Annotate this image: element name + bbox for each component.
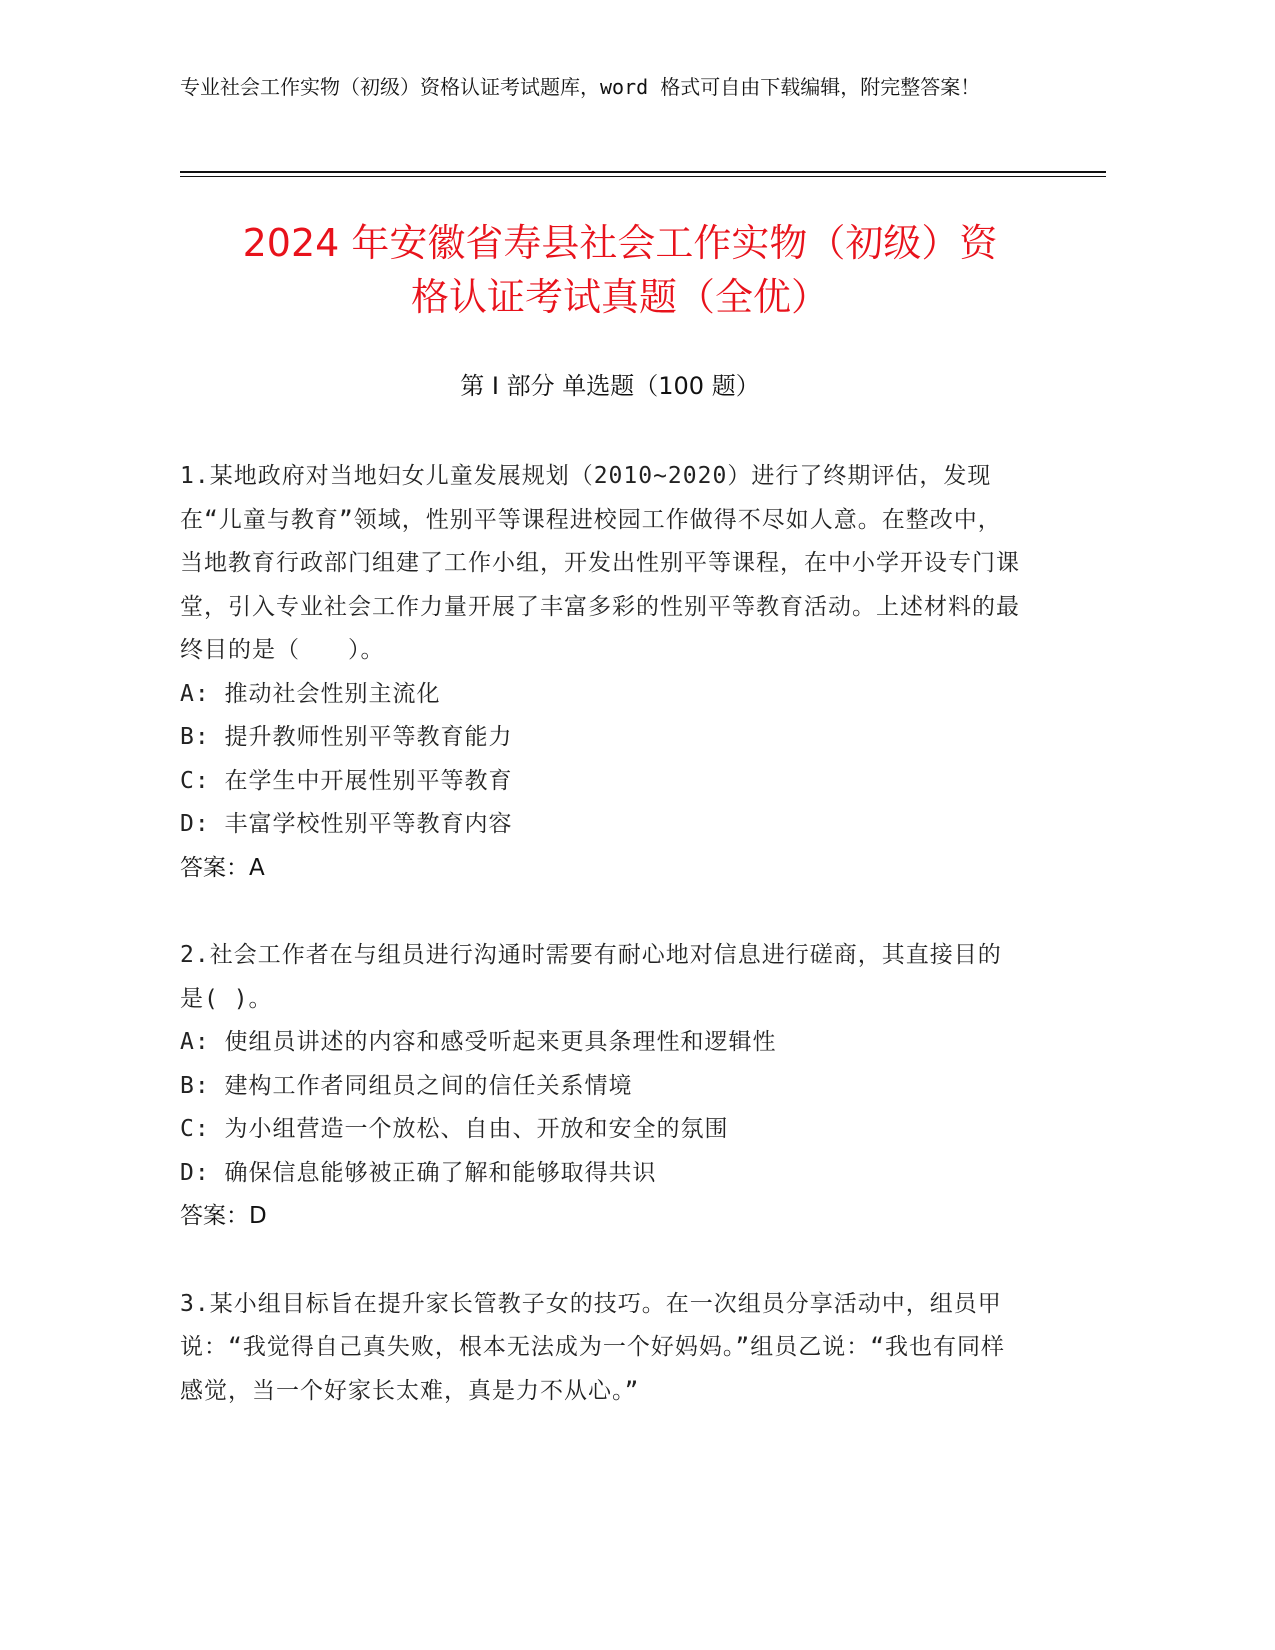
section-heading: 第 I 部分 单选题（100 题） bbox=[460, 372, 760, 400]
question-option: B: 建构工作者同组员之间的信任关系情境 bbox=[180, 1072, 633, 1099]
question-option: A: 使组员讲述的内容和感受听起来更具条理性和逻辑性 bbox=[180, 1029, 777, 1055]
question-item bbox=[180, 455, 1020, 890]
title-line-1: 2024 年安徽省寿县社会工作实物（初级）资 bbox=[242, 221, 998, 265]
question-option: A: 推动社会性别主流化 bbox=[180, 680, 441, 707]
question-answer: 答案：A bbox=[180, 854, 265, 881]
question-option: C: 为小组营造一个放松、自由、开放和安全的氛围 bbox=[180, 1116, 729, 1142]
document-title bbox=[170, 216, 1070, 324]
question-stem: 3.某小组目标旨在提升家长管教子女的技巧。在一次组员分享活动中，组员甲说：“我觉得自己真失败，根本无法成为一个好妈妈。”组员乙说：“我也有同样感觉，当一个好家长太难，真是力不从心。” bbox=[180, 1290, 1006, 1404]
header-note: 专业社会工作实物（初级）资格认证考试题库，word 格式可自由下载编辑，附完整答案！ bbox=[180, 75, 981, 99]
question-item bbox=[180, 934, 1020, 1239]
header-divider-thick bbox=[180, 171, 1106, 173]
question-option: B: 提升教师性别平等教育能力 bbox=[180, 724, 513, 750]
question-list bbox=[180, 455, 1020, 1457]
question-item bbox=[180, 1283, 1020, 1414]
header-divider-thin bbox=[180, 176, 1106, 177]
question-option: D: 丰富学校性别平等教育内容 bbox=[180, 811, 513, 837]
question-option: C: 在学生中开展性别平等教育 bbox=[180, 767, 513, 794]
title-line-2: 格认证考试真题（全优） bbox=[410, 275, 829, 319]
question-option: D: 确保信息能够被正确了解和能够取得共识 bbox=[180, 1159, 657, 1186]
question-stem: 2.社会工作者在与组员进行沟通时需要有耐心地对信息进行磋商，其直接目的是( )。 bbox=[180, 942, 1002, 1012]
question-stem: 1.某地政府对当地妇女儿童发展规划（2010~2020）进行了终期评估，发现在“儿童与教育”领域，性别平等课程进校园工作做得不尽如人意。在整改中，当地教育行政部门组建了工作小组，开发出性别平等课程，在中小学开设专门课堂，引入专业社会工作力量开展了丰富多彩的性别平等教育活动。上述材料的最终目的是（ ）。 bbox=[180, 463, 1020, 663]
question-answer: 答案：D bbox=[180, 1203, 267, 1229]
